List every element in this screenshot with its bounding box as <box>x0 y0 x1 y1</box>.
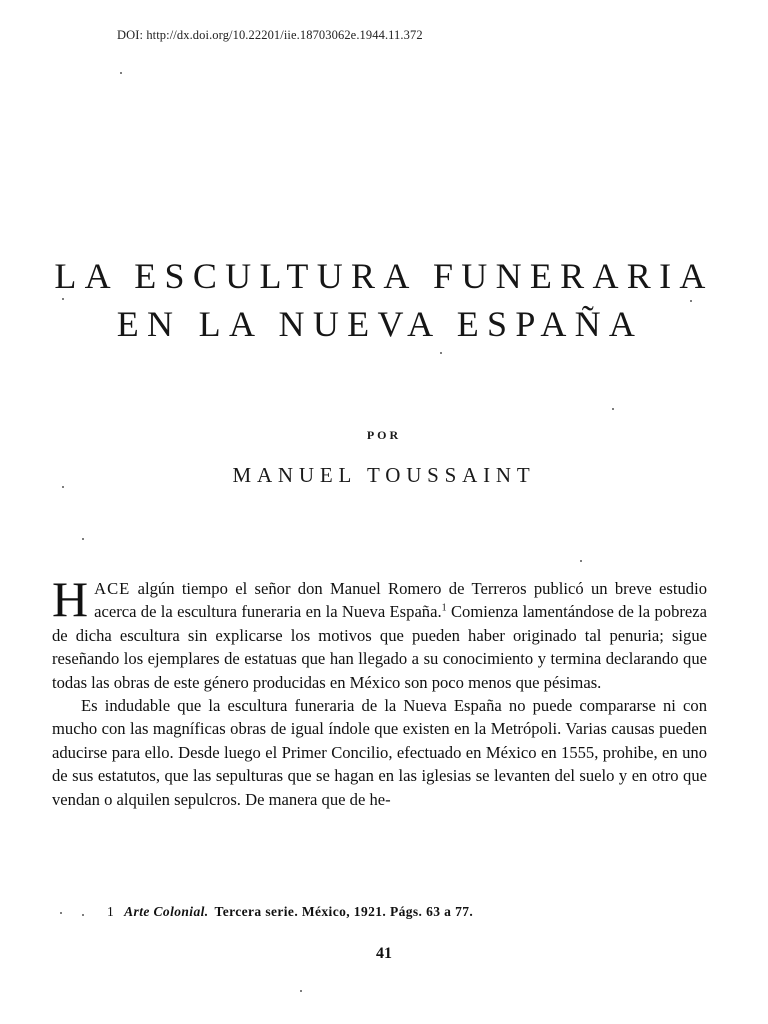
footnote <box>107 904 473 920</box>
scan-speck <box>612 408 614 410</box>
footnote-source: Arte Colonial. <box>124 904 209 919</box>
scan-speck <box>120 72 122 74</box>
article-title-line-2: EN LA NUEVA ESPAÑA <box>116 304 644 344</box>
drop-cap: H <box>52 571 89 627</box>
scan-speck <box>62 486 64 488</box>
scan-speck <box>82 914 84 916</box>
article-title-line-1: LA ESCULTURA FUNERARIA <box>54 256 714 296</box>
author-name: MANUEL TOUSSAINT <box>232 463 536 487</box>
opening-word: ACE <box>94 579 131 598</box>
paragraph-1 <box>52 571 707 694</box>
footnote-number: 1 <box>107 904 115 919</box>
scan-speck <box>60 912 62 914</box>
scan-speck <box>300 990 302 992</box>
scan-speck <box>690 300 692 302</box>
footnote-reference[interactable]: 1 <box>441 602 447 614</box>
scan-speck <box>580 560 582 562</box>
scan-speck <box>82 538 84 540</box>
byline-por: POR <box>366 428 402 442</box>
page-number: 41 <box>376 945 392 962</box>
paragraph-2: Es indudable que la escultura funeraria de la Nueva España no puede compararse ni con mucho con las magníficas obras de igual índole que existen en la Metrópoli. Varias causas pueden aducirse para ello. Desde luego el Primer Concilio, efectuado en México en 1555, prohibe, en uno de sus estatutos, que las sepulturas que se hagan en las iglesias se levanten del suelo y en otro que vendan o alquilen sepulcros. De manera que de he- <box>52 696 707 809</box>
paragraph-1-text-b: Comienza lamentándose de la pobreza de dicha escultura sin explicarse los motivos que pueden haber originado tal penuria; sigue reseñando los ejemplares de estatuas que han llegado a su conocimiento y termina declarando que todas las obras de este género producidas en México son poco menos que pésimas. <box>52 602 707 692</box>
scan-speck <box>440 352 442 354</box>
doi-header[interactable]: DOI: http://dx.doi.org/10.22201/iie.18703062e.1944.11.372 <box>117 28 423 42</box>
scan-speck <box>62 298 64 300</box>
paragraph-1-text-a: algún tiempo el señor don Manuel Romero de Terreros publicó un breve estudio acerca de la escultura funeraria en la Nueva España. <box>94 579 707 622</box>
footnote-details: Tercera serie. México, 1921. Págs. 63 a 77. <box>214 904 474 919</box>
article-body <box>52 571 707 811</box>
